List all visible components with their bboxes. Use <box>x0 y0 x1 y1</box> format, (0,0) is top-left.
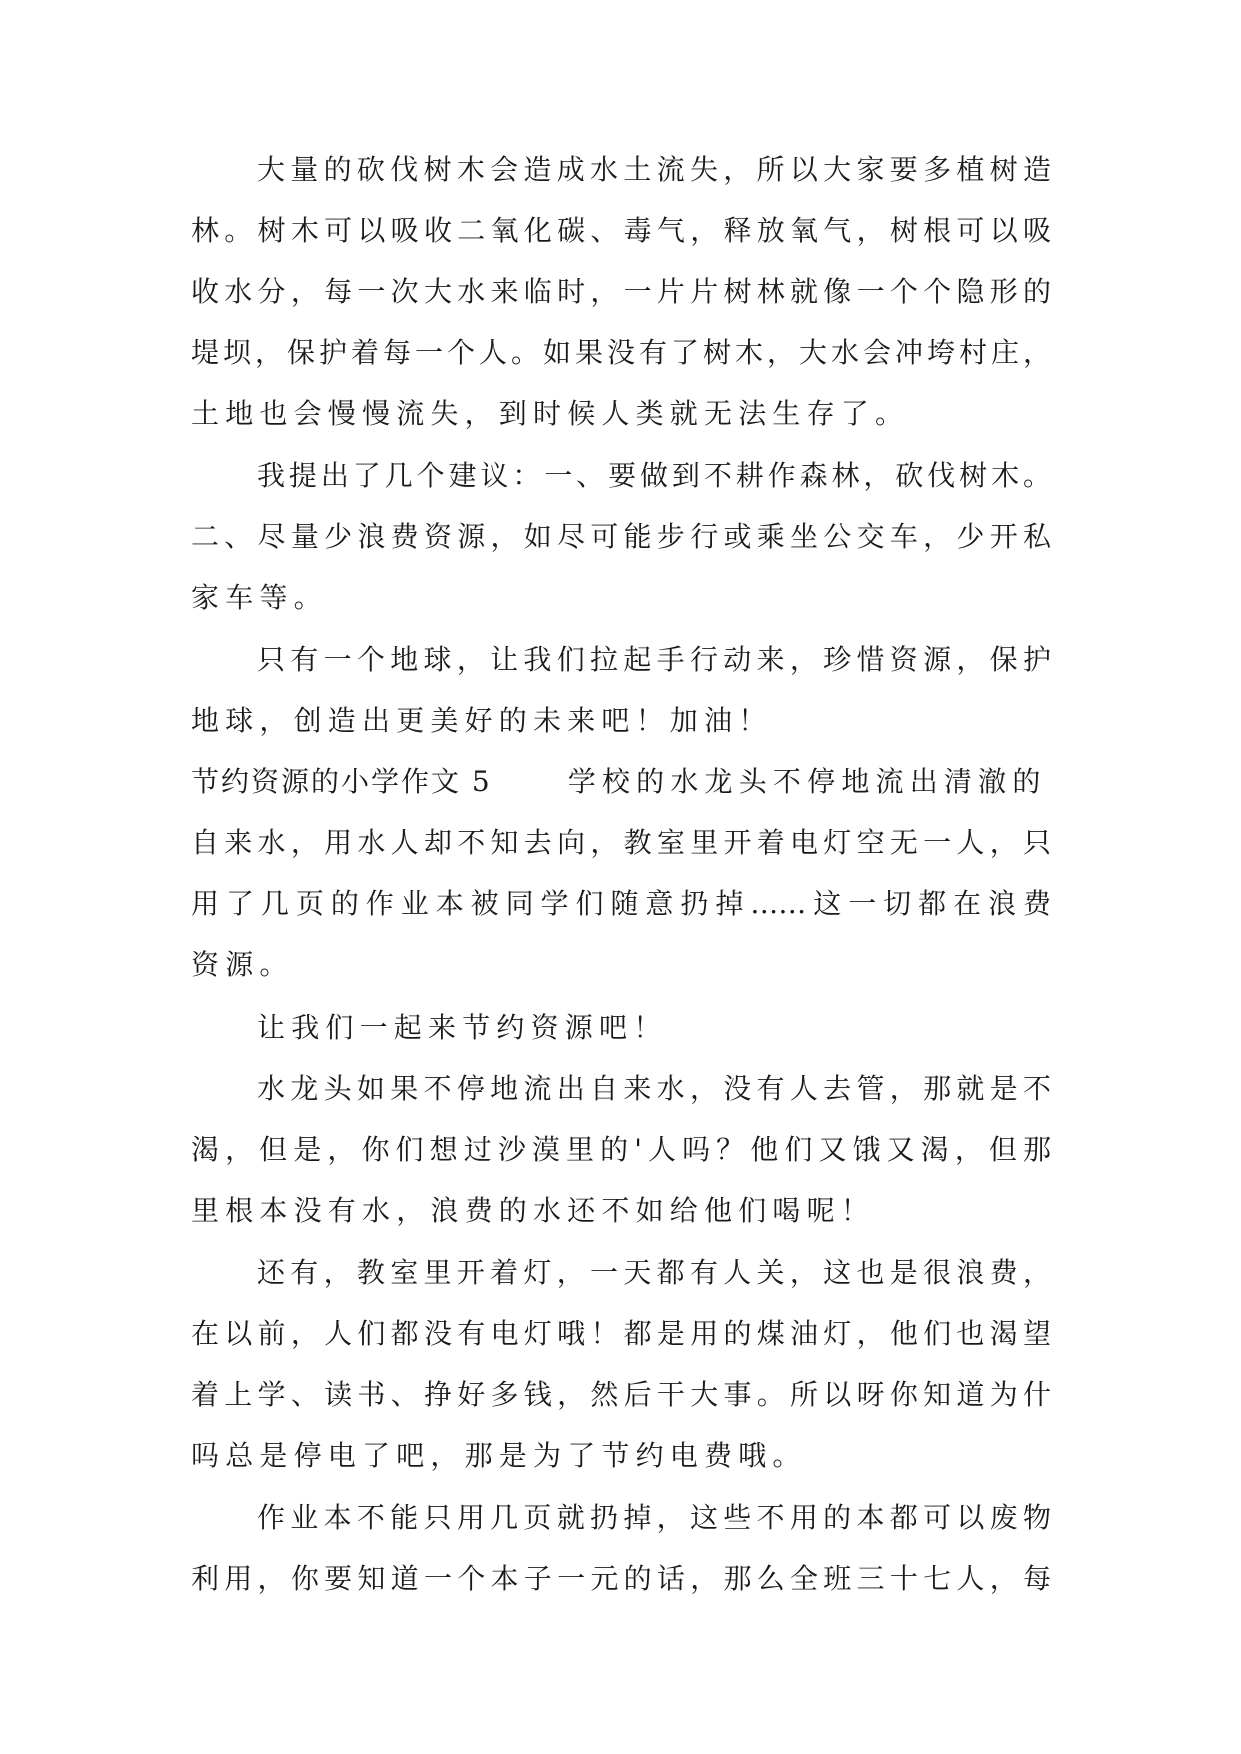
paragraph-line: 作业本不能只用几页就扔掉，这些不用的本都可以废物 <box>257 1501 1051 1534</box>
paragraph-line: 水龙头如果不停地流出自来水，没有人去管，那就是不 <box>257 1072 1051 1105</box>
paragraph-line: 二、尽量少浪费资源，如尽可能步行或乘坐公交车，少开私 <box>191 520 1051 553</box>
paragraph-line: 堤坝，保护着每一个人。如果没有了树木，大水会冲垮村庄， <box>191 336 1051 369</box>
paragraph-line: 只有一个地球，让我们拉起手行动来，珍惜资源，保护 <box>257 643 1051 676</box>
paragraph-line: 用了几页的作业本被同学们随意扔掉……这一切都在浪费 <box>191 887 1051 920</box>
paragraph-line: 林。树木可以吸收二氧化碳、毒气，释放氧气，树根可以吸 <box>191 214 1051 247</box>
paragraph-text: 学校的水龙头不停地流出清澈的 <box>567 765 1047 798</box>
paragraph-line: 土地也会慢慢流失，到时候人类就无法生存了。 <box>191 397 910 430</box>
paragraph-line: 吗总是停电了吧，那是为了节约电费哦。 <box>191 1439 807 1472</box>
paragraph-line: 自来水，用水人却不知去向，教室里开着电灯空无一人，只 <box>191 826 1051 859</box>
paragraph-line: 在以前，人们都没有电灯哦！都是用的煤油灯，他们也渴望 <box>191 1317 1051 1350</box>
paragraph-line: 我提出了几个建议：一、要做到不耕作森林，砍伐树木。 <box>257 459 1051 492</box>
section-title: 节约资源的小学作文 5 <box>191 765 492 798</box>
paragraph-line: 资源。 <box>191 948 294 981</box>
paragraph-line: 利用，你要知道一个本子一元的话，那么全班三十七人，每 <box>191 1562 1051 1595</box>
paragraph-line: 渴，但是，你们想过沙漠里的'人吗？他们又饿又渴，但那 <box>191 1133 1051 1166</box>
paragraph-line: 里根本没有水，浪费的水还不如给他们喝呢！ <box>191 1194 876 1227</box>
section-heading-line <box>191 762 1051 802</box>
paragraph-line: 让我们一起来节约资源吧！ <box>257 1011 668 1044</box>
paragraph-line: 大量的砍伐树木会造成水土流失，所以大家要多植树造 <box>257 153 1051 186</box>
paragraph-line: 家车等。 <box>191 581 328 614</box>
paragraph-line: 还有，教室里开着灯，一天都有人关，这也是很浪费， <box>257 1256 1051 1289</box>
paragraph-line: 地球，创造出更美好的未来吧！加油！ <box>191 704 773 737</box>
paragraph-line: 着上学、读书、挣好多钱，然后干大事。所以呀你知道为什 <box>191 1378 1051 1411</box>
paragraph-line: 收水分，每一次大水来临时，一片片树林就像一个个隐形的 <box>191 275 1051 308</box>
